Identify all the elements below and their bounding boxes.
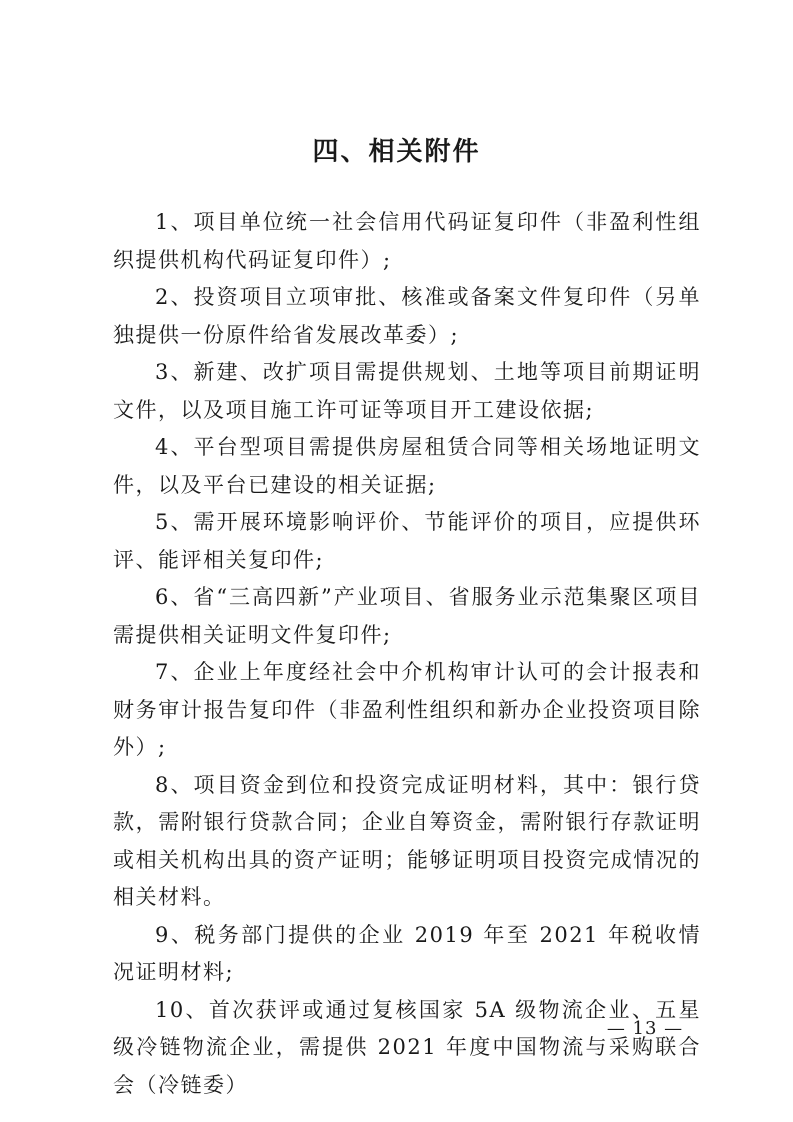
list-item: 7、企业上年度经社会中介机构审计认可的会计报表和财务审计报告复印件（非盈利性组织和新办企业投资项目除外）; — [113, 660, 701, 759]
list-item: 5、需开展环境影响评价、节能评价的项目，应提供环评、能评相关复印件; — [113, 510, 701, 572]
section-title: 四、相关附件 — [312, 137, 481, 167]
page-number: — 13 — — [606, 1018, 684, 1039]
list-item: 8、项目资金到位和投资完成证明材料，其中：银行贷款，需附银行贷款合同；企业自筹资金，需附银行存款证明或相关机构出具的资产证明；能够证明项目投资完成情况的相关材料。 — [113, 772, 701, 909]
list-item: 4、平台型项目需提供房屋租赁合同等相关场地证明文件，以及平台已建设的相关证据; — [113, 435, 701, 497]
list-item: 6、省“三高四新”产业项目、省服务业示范集聚区项目需提供相关证明文件复印件; — [113, 585, 701, 647]
list-item: 3、新建、改扩项目需提供规划、土地等项目前期证明文件，以及项目施工许可证等项目开工建设依据; — [113, 360, 701, 422]
list-item: 9、税务部门提供的企业 2019 年至 2021 年税收情况证明材料; — [113, 922, 701, 984]
attachment-list — [113, 204, 701, 1104]
list-item: 2、投资项目立项审批、核准或备案文件复印件（另单独提供一份原件给省发展改革委）; — [113, 285, 701, 347]
list-item: 10、首次获评或通过复核国家 5A 级物流企业、五星级冷链物流企业，需提供 2021 年度中国物流与采购联合会（冷链委） — [113, 997, 701, 1097]
list-item: 1、项目单位统一社会信用代码证复印件（非盈利性组织提供机构代码证复印件）; — [113, 210, 701, 272]
